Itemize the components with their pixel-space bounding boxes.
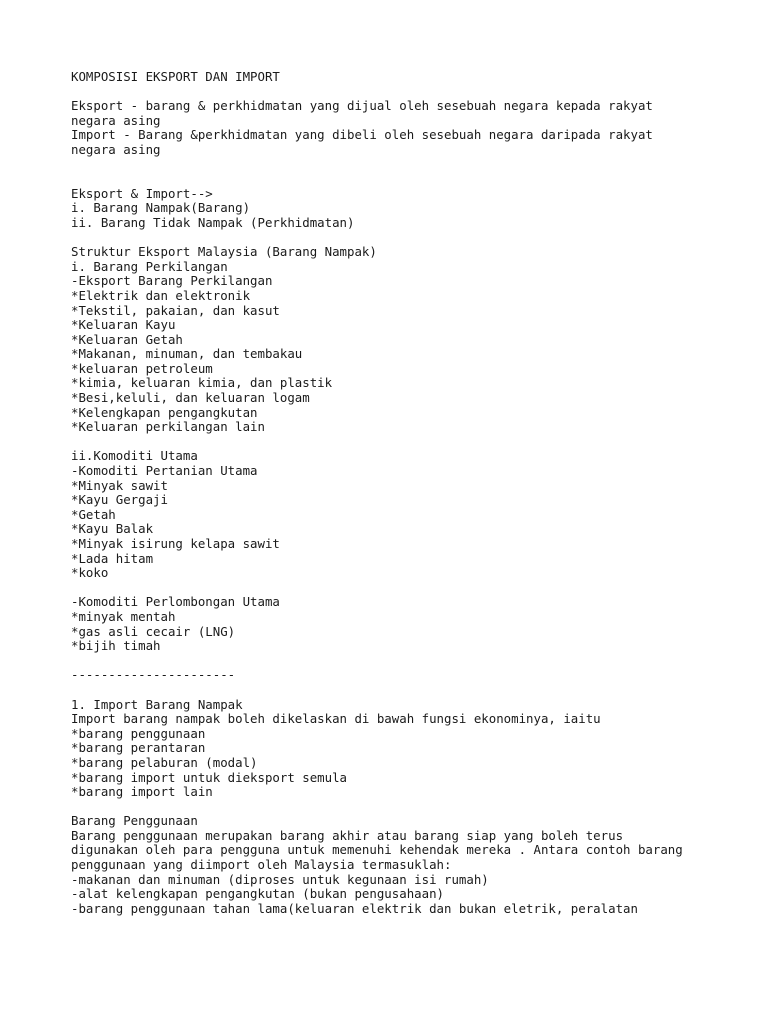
list-item: *Elektrik dan elektronik: [71, 287, 251, 303]
definition-line: negara asing: [71, 112, 161, 128]
spacer: [71, 158, 751, 187]
list-item: *Tekstil, pakaian, dan kasut: [71, 302, 280, 318]
definition-line: Import - Barang &perkhidmatan yang dibeli oleh sesebuah negara daripada rakyat: [71, 127, 653, 143]
list-item: -alat kelengkapan pengangkutan (bukan pengusahaan): [71, 886, 444, 902]
list-item: *gas asli cecair (LNG): [71, 623, 236, 639]
list-item: digunakan oleh para pengguna untuk memenuhi kehendak mereka . Antara contoh barang: [71, 842, 683, 858]
import-nampak-block: [71, 698, 751, 800]
list-item: -Komoditi Perlombongan Utama: [71, 594, 280, 610]
definition-line: negara asing: [71, 141, 161, 157]
separator-line: ----------------------: [71, 667, 236, 683]
list-item: *barang pelaburan (modal): [71, 754, 258, 770]
spacer: [71, 85, 751, 100]
list-item: -barang penggunaan tahan lama(keluaran elektrik dan bukan eletrik, peralatan: [71, 900, 638, 916]
list-item: *Lada hitam: [71, 550, 154, 566]
definitions-block: [71, 99, 751, 157]
list-item: Barang penggunaan merupakan barang akhir atau barang siap yang boleh terus: [71, 827, 624, 843]
spacer: [71, 654, 751, 669]
list-item: *Kayu Gergaji: [71, 492, 168, 508]
eksport-import-block: [71, 187, 751, 231]
list-item: Barang Penggunaan: [71, 813, 198, 829]
list-item: -Komoditi Pertanian Utama: [71, 463, 258, 479]
list-item: *Keluaran Kayu: [71, 317, 176, 333]
section-heading: Struktur Eksport Malaysia (Barang Nampak): [71, 244, 377, 260]
list-item: *koko: [71, 565, 109, 581]
list-item: -Eksport Barang Perkilangan: [71, 273, 273, 289]
list-item: *bijih timah: [71, 638, 161, 654]
list-item: ii. Barang Tidak Nampak (Perkhidmatan): [71, 214, 355, 230]
perlombongan-block: [71, 595, 751, 653]
list-item: *Kelengkapan pengangkutan: [71, 404, 258, 420]
list-item: 1. Import Barang Nampak: [71, 696, 243, 712]
spacer: [71, 800, 751, 815]
list-item: i. Barang Perkilangan: [71, 258, 228, 274]
list-item: *Minyak isirung kelapa sawit: [71, 536, 280, 551]
list-item: *Keluaran perkilangan lain: [71, 419, 265, 435]
komoditi-block: [71, 449, 751, 580]
list-item: *Keluaran Getah: [71, 331, 183, 347]
list-item: *barang perantaran: [71, 740, 206, 756]
barang-penggunaan-block: [71, 814, 751, 916]
list-item: *Getah: [71, 506, 116, 522]
definition-line: Eksport - barang & perkhidmatan yang dijual oleh sesebuah negara kepada rakyat: [71, 98, 653, 114]
document-body: [71, 70, 751, 916]
list-item: Import barang nampak boleh dikelaskan di bawah fungsi ekonominya, iaitu: [71, 711, 601, 727]
list-item: *barang import untuk dieksport semula: [71, 769, 348, 785]
list-item: *Makanan, minuman, dan tembakau: [71, 346, 303, 362]
spacer: [71, 581, 751, 596]
list-item: *kimia, keluaran kimia, dan plastik: [71, 375, 333, 391]
document-title: KOMPOSISI EKSPORT DAN IMPORT: [71, 69, 280, 84]
list-item: *Minyak sawit: [71, 477, 168, 493]
list-item: ii.Komoditi Utama: [71, 448, 198, 464]
list-item: *Kayu Balak: [71, 521, 154, 537]
section-heading: Eksport & Import-->: [71, 185, 213, 201]
list-item: -makanan dan minuman (diproses untuk kegunaan isi rumah): [71, 871, 489, 887]
spacer: [71, 435, 751, 450]
list-item: *barang import lain: [71, 784, 213, 800]
list-item: *barang penggunaan: [71, 725, 206, 741]
list-item: i. Barang Nampak(Barang): [71, 200, 251, 216]
spacer: [71, 231, 751, 246]
list-item: *minyak mentah: [71, 608, 176, 624]
struktur-block: [71, 245, 751, 435]
list-item: *keluaran petroleum: [71, 360, 213, 376]
list-item: *Besi,keluli, dan keluaran logam: [71, 390, 310, 406]
list-item: penggunaan yang diimport oleh Malaysia termasuklah:: [71, 857, 452, 873]
spacer: [71, 683, 751, 698]
